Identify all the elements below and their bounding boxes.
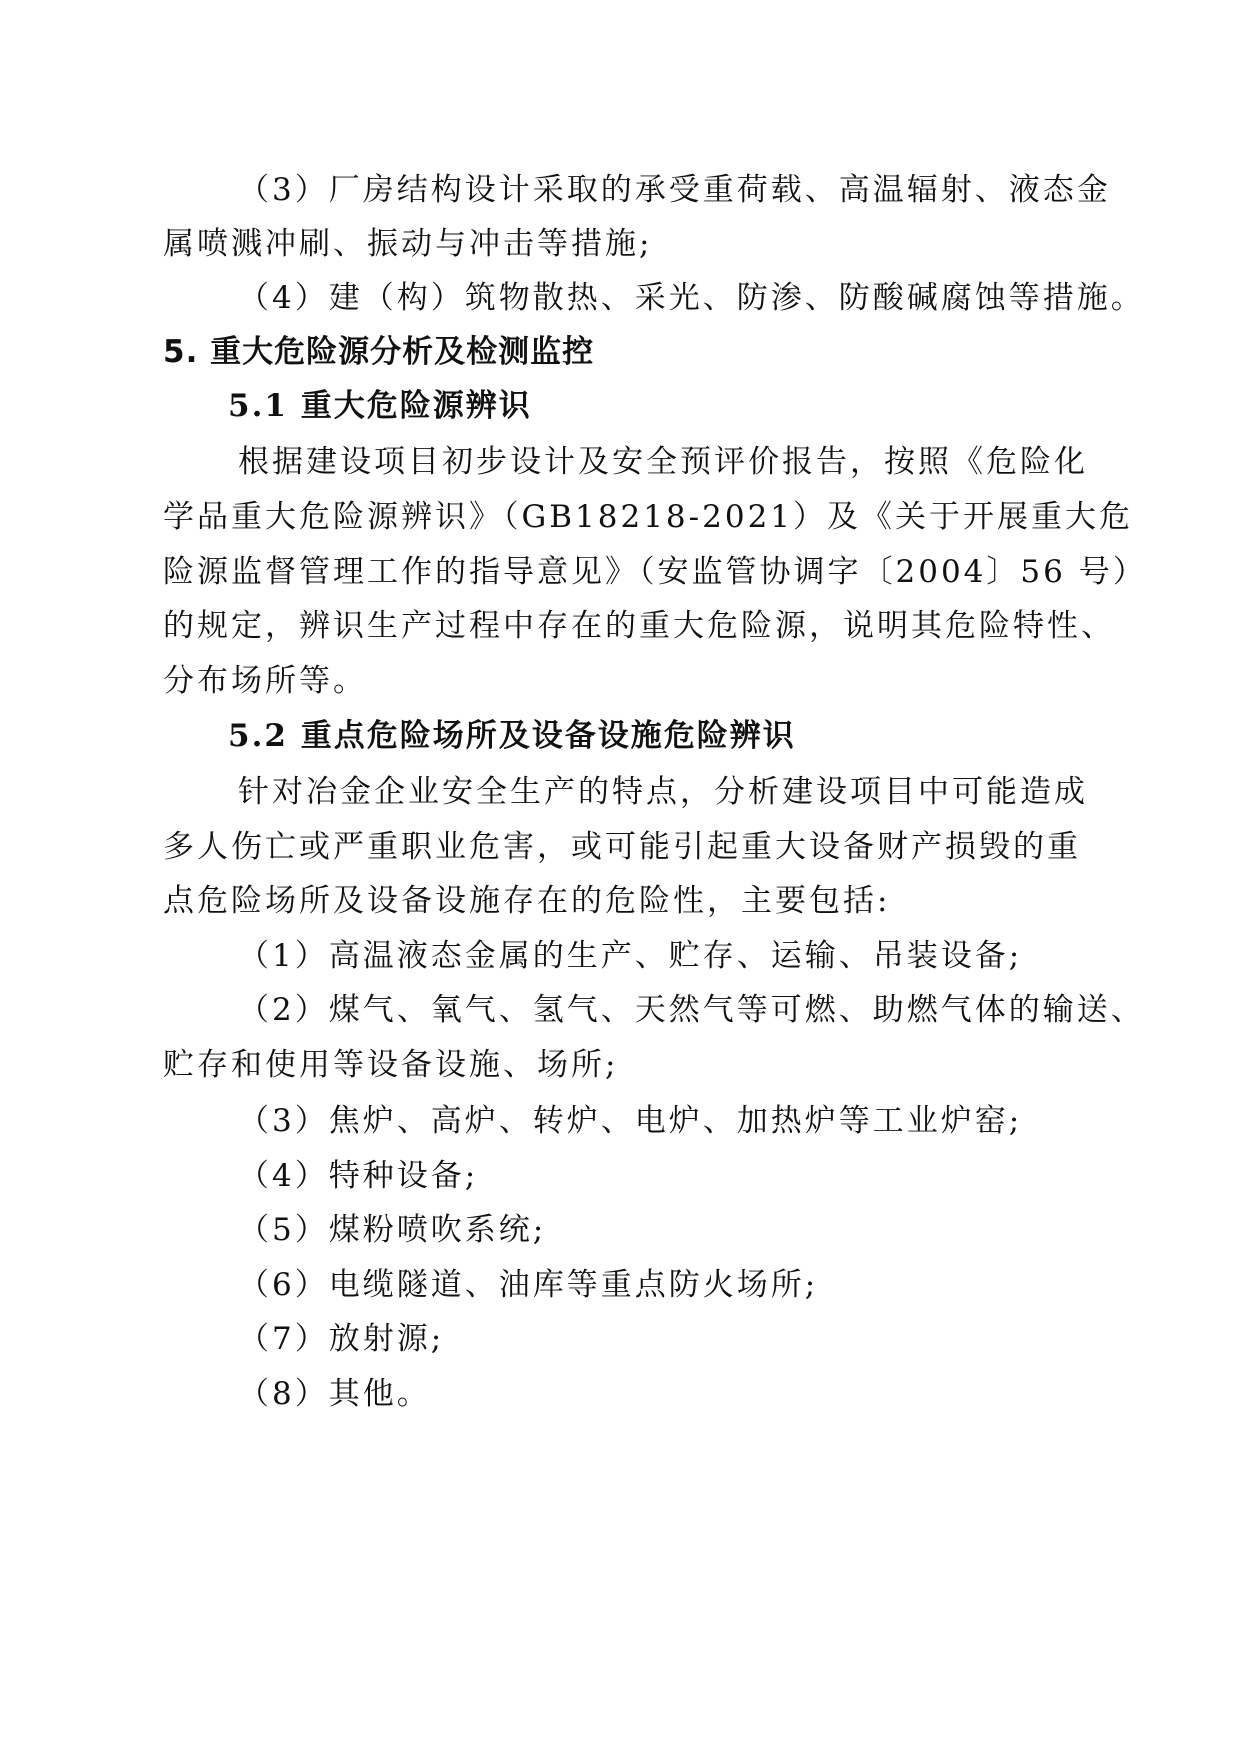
list-item-2-gas-line2: 贮存和使用等设备设施、场所; [163, 1047, 619, 1083]
list-item-7-radiation-source: （7）放射源; [238, 1321, 445, 1357]
list-item-4-special-equipment: （4）特种设备; [238, 1158, 479, 1194]
paragraph-5-2-line1: 针对冶金企业安全生产的特点，分析建设项目中可能造成 [238, 774, 1088, 810]
list-item-4-building: （4）建（构）筑物散热、采光、防渗、防酸碱腐蚀等措施。 [238, 280, 1145, 316]
list-item-6-fire-protection: （6）电缆隧道、油库等重点防火场所; [238, 1267, 819, 1303]
section-heading-5: 5. 重大危险源分析及检测监控 [163, 334, 595, 370]
list-item-1-liquid-metal: （1）高温液态金属的生产、贮存、运输、吊装设备; [238, 938, 1023, 974]
subsection-heading-5-1: 5.1 重大危险源辨识 [228, 388, 532, 424]
list-item-3-furnaces: （3）焦炉、高炉、转炉、电炉、加热炉等工业炉窑; [238, 1103, 1023, 1139]
list-item-3-structure-line1: （3）厂房结构设计采取的承受重荷载、高温辐射、液态金 [238, 172, 1111, 208]
paragraph-5-1-line3: 险源监督管理工作的指导意见》（安监管协调字〔2004〕56 号） [163, 554, 1147, 590]
list-item-5-coal-injection: （5）煤粉喷吹系统; [238, 1212, 547, 1248]
list-item-2-gas-line1: （2）煤气、氧气、氢气、天然气等可燃、助燃气体的输送、 [238, 992, 1145, 1028]
list-item-3-structure-line2: 属喷溅冲刷、振动与冲击等措施; [163, 226, 653, 262]
subsection-heading-5-2: 5.2 重点危险场所及设备设施危险辨识 [228, 718, 796, 754]
paragraph-5-1-line2: 学品重大危险源辨识》（GB18218-2021）及《关于开展重大危 [163, 499, 1134, 535]
list-item-8-other: （8）其他。 [238, 1376, 431, 1412]
paragraph-5-1-line5: 分布场所等。 [163, 663, 367, 699]
paragraph-5-2-line2: 多人伤亡或严重职业危害，或可能引起重大设备财产损毁的重 [163, 829, 1081, 865]
paragraph-5-2-line3: 点危险场所及设备设施存在的危险性，主要包括: [163, 883, 891, 919]
paragraph-5-1-line4: 的规定，辨识生产过程中存在的重大危险源，说明其危险特性、 [163, 608, 1115, 644]
paragraph-5-1-line1: 根据建设项目初步设计及安全预评价报告，按照《危险化 [238, 444, 1088, 480]
